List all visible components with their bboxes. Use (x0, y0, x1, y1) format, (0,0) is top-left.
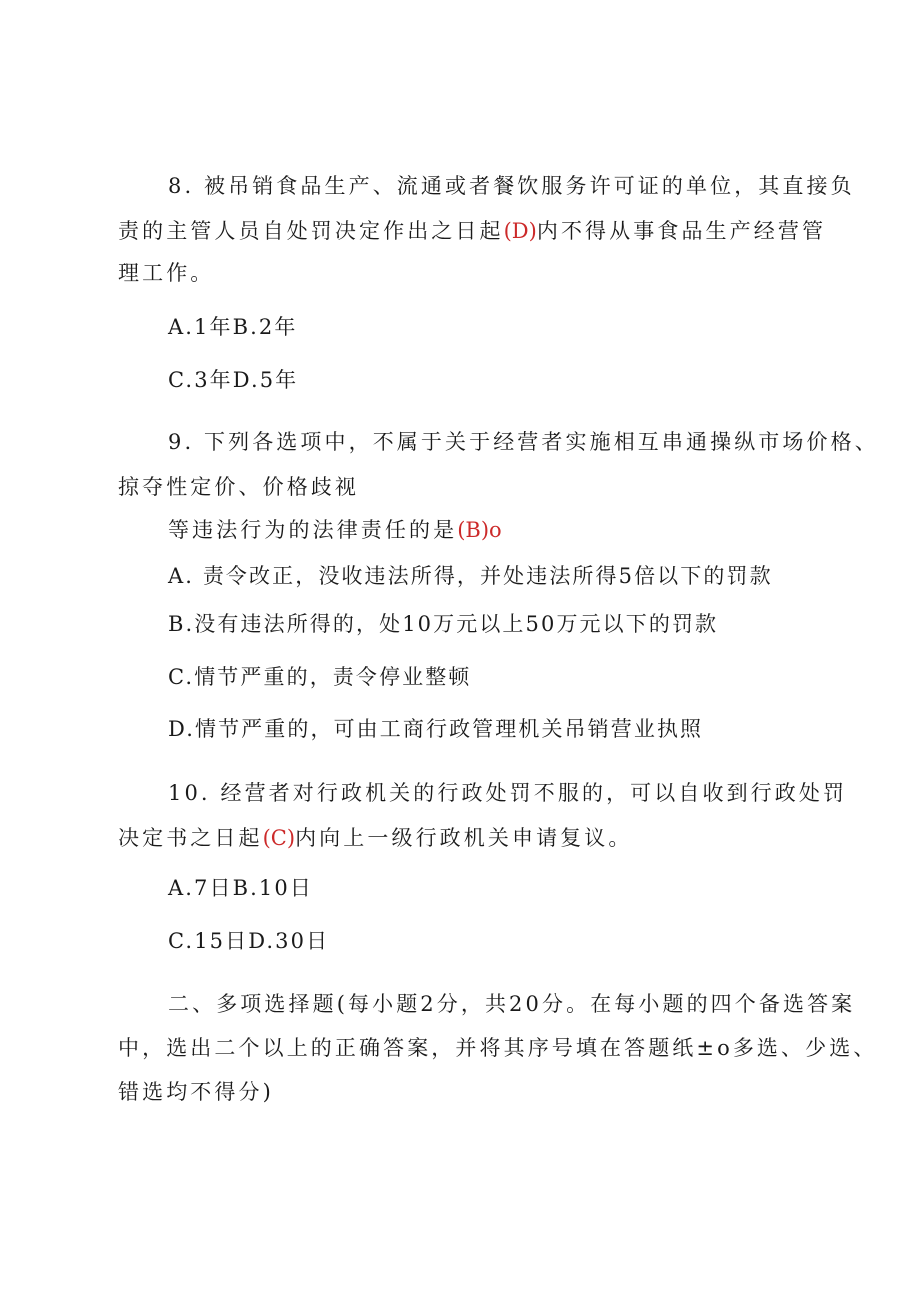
q9-stem-1: 9. 下列各选项中，不属于关于经营者实施相互串通操纵市场价格、 (168, 430, 879, 454)
q10-stem-1: 10. 经营者对行政机关的行政处罚不服的，可以自收到行政处罚 (168, 781, 848, 805)
q10-stem-2: 决定书之日起 (118, 826, 263, 850)
q9-option-b (168, 609, 718, 639)
section2-line-3 (118, 1077, 274, 1107)
q10-line-1 (168, 778, 847, 808)
section2-heading-1: 二、多项选择题(每小题2分，共20分。在每小题的四个备选答案 (168, 992, 856, 1016)
q9-option-a-text: A. 责令改正，没收违法所得，并处违法所得5倍以下的罚款 (168, 564, 773, 588)
q10-options-ab (168, 873, 313, 903)
section2-line-2 (118, 1033, 877, 1063)
q8-stem-2: 责的主管人员自处罚决定作出之日起 (118, 219, 504, 243)
q8-options-ab (168, 312, 297, 342)
q8-options-cd (168, 365, 298, 395)
q8-stem-1: 8. 被吊销食品生产、流通或者餐饮服务许可证的单位，其直接负 (168, 174, 855, 198)
q9-option-c (168, 662, 471, 692)
q9-answer: (B)o (457, 518, 502, 542)
q9-option-d (168, 714, 703, 744)
q9-option-a (168, 561, 773, 591)
q8-line-1 (168, 171, 855, 201)
q9-stem-2: 掠夺性定价、价格歧视 (118, 475, 359, 499)
q8-option-ab-text: A.1年B.2年 (168, 315, 298, 339)
q9-option-d-text: D.情节严重的，可由工商行政管理机关吊销营业执照 (168, 717, 704, 741)
q10-options-cd (168, 926, 329, 956)
q9-stem-3: 等违法行为的法律责任的是 (168, 518, 458, 542)
q9-line-3 (168, 515, 502, 545)
q8-line-2 (118, 216, 826, 246)
q9-line-2 (118, 472, 359, 502)
q10-answer: (C) (262, 826, 296, 850)
q8-stem-3: 理工作。 (118, 261, 215, 285)
q10-option-ab-text: A.7日B.10日 (168, 876, 313, 900)
q8-option-cd-text: C.3年D.5年 (168, 368, 299, 392)
q8-stem-2b: 内不得从事食品生产经营管 (536, 219, 827, 243)
q9-option-c-text: C.情节严重的，责令停业整顿 (168, 665, 472, 689)
section2-line-1 (168, 989, 855, 1019)
q9-line-1 (168, 427, 879, 457)
q10-line-2 (118, 823, 632, 853)
q10-option-cd-text: C.15日D.30日 (168, 929, 330, 953)
q10-stem-2b: 内向上一级行政机关申请复议。 (295, 826, 633, 850)
section2-heading-3: 错选均不得分) (118, 1080, 274, 1104)
q9-option-b-text: B.没有违法所得的，处10万元以上50万元以下的罚款 (168, 612, 719, 636)
q8-line-3 (118, 258, 214, 288)
section2-heading-2: 中，选出二个以上的正确答案，并将其序号填在答题纸±o多选、少选、 (118, 1036, 878, 1060)
q8-answer: (D) (503, 219, 537, 243)
